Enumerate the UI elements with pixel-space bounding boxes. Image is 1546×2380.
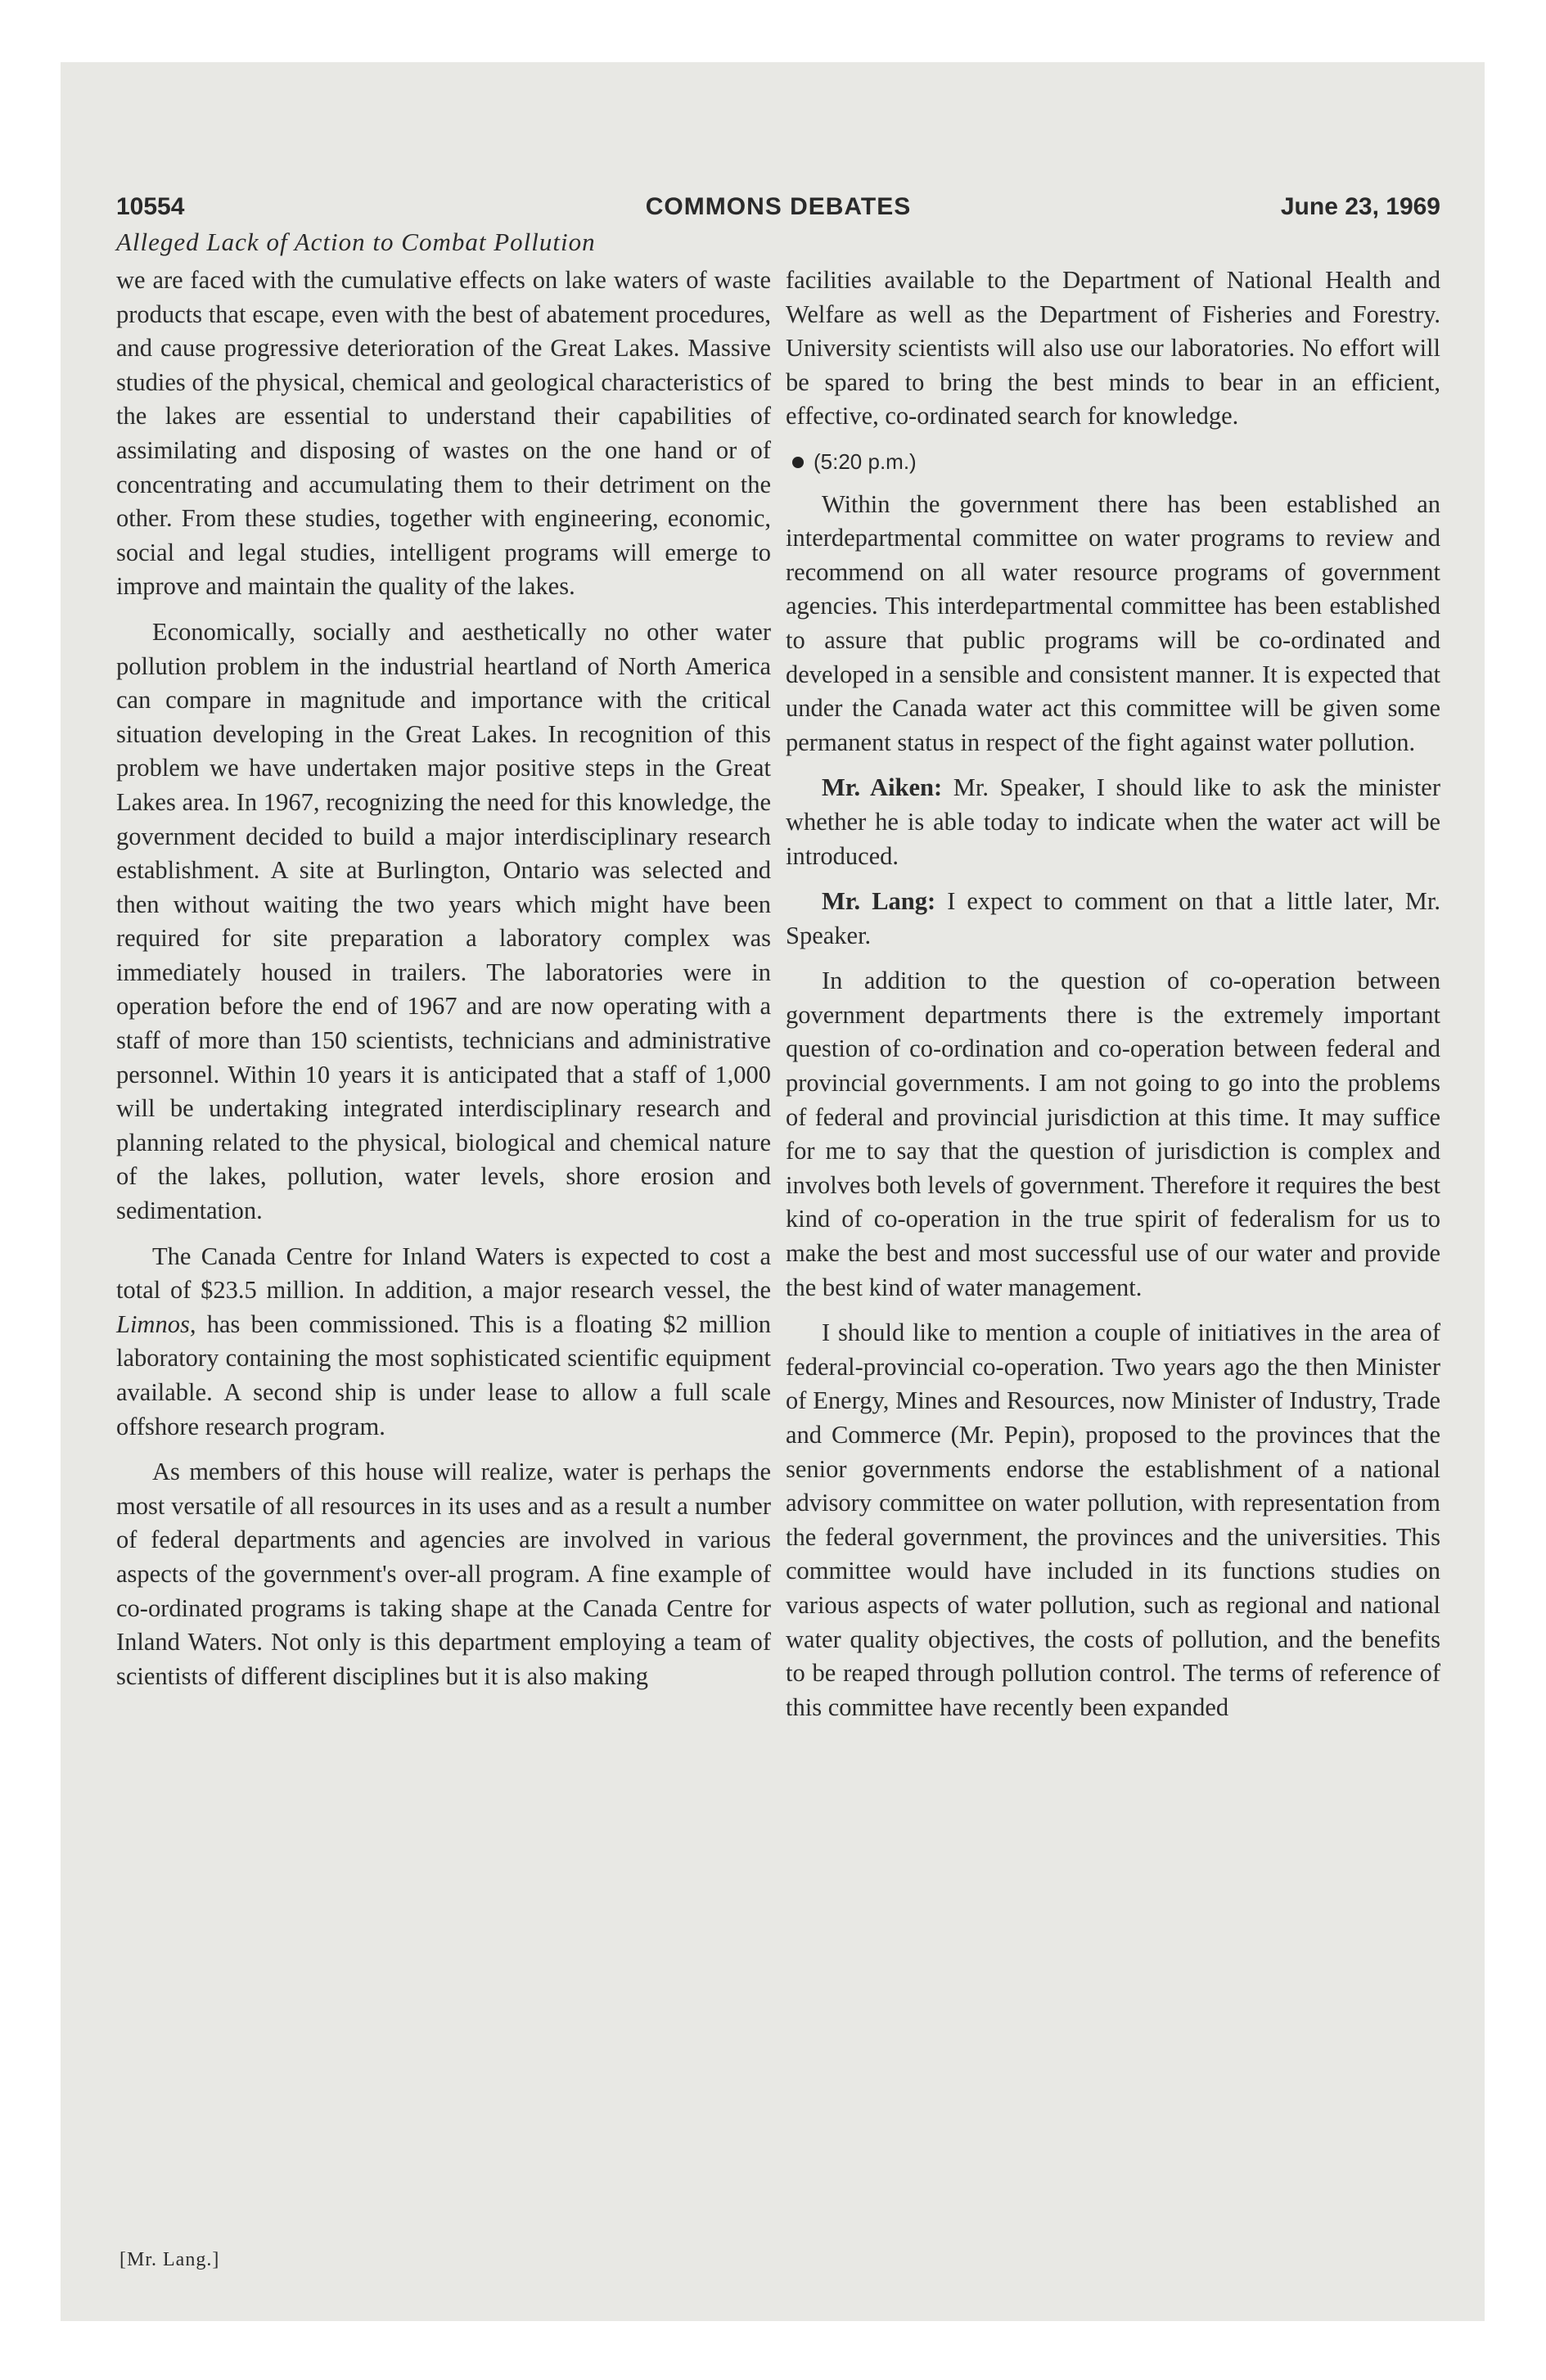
paragraph-text: The Canada Centre for Inland Waters is expected to cost a total of $23.5 million. In addition, a major research vessel, the — [116, 1242, 771, 1305]
page-number: 10554 — [116, 193, 185, 220]
right-column — [786, 264, 1440, 1736]
subject-heading: Alleged Lack of Action to Combat Pollution — [116, 228, 596, 256]
paragraph-text: Mr. Speaker, I should like to ask the minister whether he is able today to indicate when the water act will be introduced. — [786, 773, 1440, 870]
paragraph-text: I expect to comment on that a little later, Mr. Speaker. — [786, 887, 1440, 949]
paragraph — [786, 885, 1440, 953]
paragraph: we are faced with the cumulative effects on lake waters of waste products that escape, even with the best of abatement procedures, and cause progressive deterioration of the Great Lakes. Massive studies of the physical, chemical and geological characteristics of the lakes are essential to understand their capabilities of assimilating and disposing of wastes on the one hand or of concentrating and accumulating them to their detriment on the other. From these studies, together with engineering, economic, social and legal studies, intelligent programs will emerge to improve and maintain the quality of the lakes. — [116, 266, 771, 601]
speaker-name: Mr. Aiken: — [822, 773, 943, 802]
speaker-name: Mr. Lang: — [822, 887, 936, 916]
paragraph: As members of this house will realize, water is perhaps the most versatile of all resources in its uses and as a result a number of federal departments and agencies are involved in various aspects of the government's over-all program. A fine example of co-ordinated programs is taking shape at the Canada Centre for Inland Waters. Not only is this department employing a team of scientists of different disciplines but it is also making — [116, 1458, 771, 1690]
left-column — [116, 264, 771, 1705]
hansard-page — [116, 193, 1442, 2305]
page-header — [116, 193, 1440, 226]
bullet-icon — [792, 457, 804, 468]
timestamp — [786, 445, 1440, 480]
paragraph: Economically, socially and aesthetically no other water pollution problem in the industrial heartland of North America can compare in magnitude and importance with the critical situation developing in the Great Lakes. In recognition of this problem we have undertaken major positive steps in the Great Lakes area. In 1967, recognizing the need for this knowledge, the government decided to build a major interdisciplinary research establishment. A site at Burlington, Ontario was selected and then without waiting the two years which might have been required for site preparation a laboratory complex was immediately housed in trailers. The laboratories were in operation before the end of 1967 and are now operating with a staff of more than 150 scientists, technicians and administrative personnel. Within 10 years it is anticipated that a staff of 1,000 will be undertaking integrated interdisciplinary research and planning related to the physical, biological and chemical nature of the lakes, pollution, water levels, shore erosion and sedimentation. — [116, 617, 771, 1225]
paragraph: In addition to the question of co-operation between government departments there is the extremely important question of co-ordination and co-operation between federal and provincial governments. I am not going to go into the problems of federal and provincial jurisdiction at this time. It may suffice for me to say that the question of jurisdiction is complex and involves both levels of government. Therefore it requires the best kind of co-operation in the true spirit of federalism for us to make the best and most successful use of our water and provide the best kind of water management. — [786, 967, 1440, 1301]
paragraph: facilities available to the Department of National Health and Welfare as well as the Department of Fisheries and Forestry. University scientists will also use our laboratories. No effort will be spared to bring the best minds to bear in an efficient, effective, co-ordinated search for knowledge. — [786, 266, 1440, 430]
timestamp-text: (5:20 p.m.) — [814, 449, 917, 474]
speaker-attribution: [Mr. Lang.] — [119, 2249, 220, 2270]
paragraph: I should like to mention a couple of initiatives in the area of federal-provincial co-operation. Two years ago the then Minister of Energy, Mines and Resources, now Minister of Industry, Trade and Commerce (Mr. Pepin), proposed to the provinces that the senior governments endorse the establishment of a national advisory committee on water pollution, with representation from the federal government, the provinces and the universities. This committee would have included in its functions studies on various aspects of water pollution, such as regional and national water quality objectives, the costs of pollution, and the benefits to be reaped through pollution control. The terms of reference of this committee have recently been expanded — [786, 1318, 1440, 1721]
paragraph — [786, 771, 1440, 873]
paragraph: Within the government there has been established an interdepartmental committee on water programs to review and recommend on all water resource programs of government agencies. This interdepartmental committee has been established to assure that public programs will be co-ordinated and developed in a sensible and consistent manner. It is expected that under the Canada water act this committee will be given some permanent status in respect of the fight against water pollution. — [786, 489, 1440, 756]
session-date: June 23, 1969 — [1280, 193, 1440, 220]
paragraph — [116, 1240, 771, 1445]
paragraph-text: has been commissioned. This is a floating $2 million laboratory containing the most sophisticated scientific equipment available. A second ship is under lease to allow a full scale offshore research program. — [116, 1309, 771, 1440]
vessel-name: Limnos, — [116, 1309, 196, 1338]
publication-title: COMMONS DEBATES — [645, 193, 912, 220]
